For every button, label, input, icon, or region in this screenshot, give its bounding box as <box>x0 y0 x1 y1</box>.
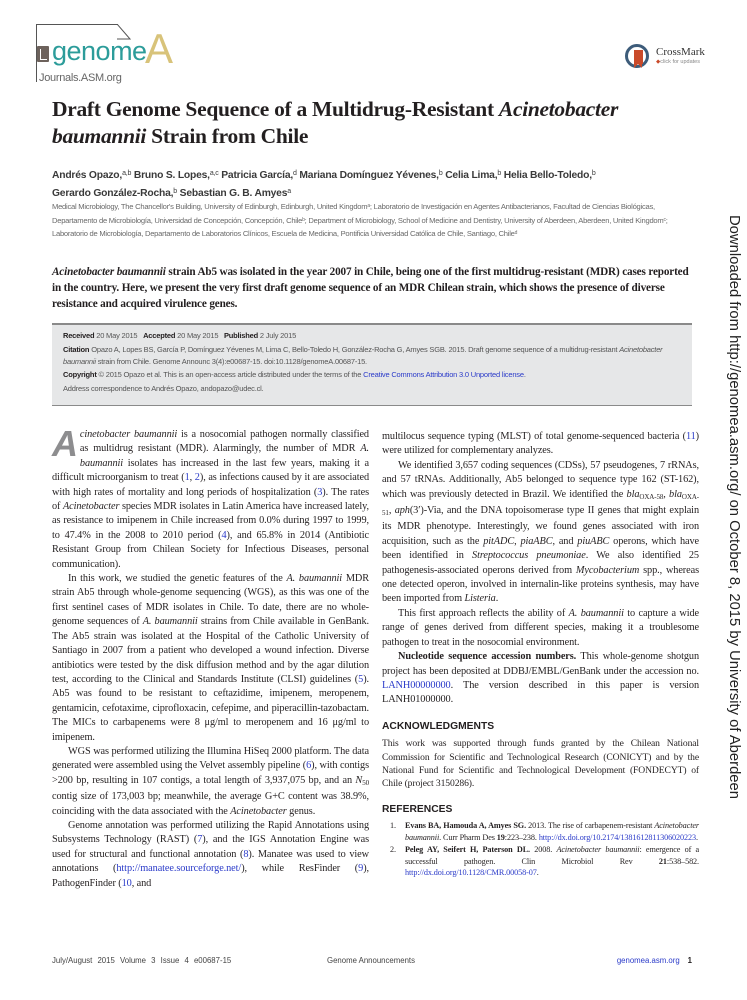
ref-link[interactable]: 1 <box>184 472 190 484</box>
page-number: 1 <box>687 956 692 965</box>
acknowledgments-heading: ACKNOWLEDGMENTS <box>382 720 495 732</box>
ref-link[interactable]: 9 <box>358 863 364 875</box>
paragraph: Nucleotide sequence accession numbers. This whole-genome shotgun project has been deposited at DDBJ/EMBL/GenBank under the accession no. LANH00000000. The version described in this paper is version LANH01000000. <box>382 651 699 706</box>
logo-letter-a: A <box>145 25 174 72</box>
body-column-left <box>52 423 370 891</box>
dates-row: Received 20 May 2015 Accepted 20 May 2015 Published 2 July 2015 <box>63 331 297 340</box>
license-link[interactable]: Creative Commons Attribution 3.0 Unported license <box>363 370 524 379</box>
title-text: Draft Genome Sequence of a Multidrug-Resistant <box>52 97 499 121</box>
paragraph: We identified 3,657 coding sequences (CDSs), 57 pseudogenes, 7 rRNAs, and 57 tRNAs. Additionally, Ab5 belonged to sequence type 162 (ST-162), which was previously detected in Brazil. We identified the bla$_{OXA-58}$, bla$_{OXA-51}$, aph(3′)-Via, and the DNA topoisomerase type II genes that might explain its MDR phenotype. Interestingly, we found genes associated with iron acquisition, such as the pitADC, piaABC, and piuABC operons, which have been identified in Streptococcus pneumoniae. We also identified 25 pathogenesis-associated operons derived from Mycobacterium spp., whereas one detected operon, involved in internalin-like proteins synthesis, may have been imported from Listeria. <box>382 459 700 605</box>
microscope-icon <box>37 46 49 62</box>
logo-wordmark: genome <box>52 36 147 66</box>
paragraph: In this work, we studied the genetic features of the A. baumannii MDR strain Ab5 through whole-genome sequencing (WGS), as this was one of the first sentinel cases of MDR isolates in Chile. To date, there are no whole-genome sequences of A. baumannii strains from Chile available in GenBank. The Ab5 strain was isolated at the Hospital of the Catholic University of Santiago in 2007 from a patient who developed a wound infection. Diverse antibiotics were tested by the disk diffusion method and by the agar dilution test, according to the Clinical and Standards Institute (CLSI) guidelines (5). Ab5 was found to be resistant to ceftazidime, imipenem, meropenem, gentamicin, cefotaxime, ciprofloxacin, cefepime, and piperacillin-tazobactam. The MICs to carbapenems were 8 μg/ml to meropenem and 16 μg/ml to imipenem. <box>52 573 369 743</box>
ref-link[interactable]: 6 <box>306 760 312 772</box>
author: Sebastian G. B. Amyes$^a$ <box>179 187 291 199</box>
logo-subtitle: Journals.ASM.org <box>39 72 122 84</box>
author-list <box>52 166 692 201</box>
journal-name: Genome Announcements <box>327 956 415 965</box>
journal-logo[interactable] <box>33 24 174 84</box>
paragraph: Acinetobacter baumannii is a nosocomial pathogen normally classified as multidrug resistant (MDR). Alarmingly, the number of MDR A. baumannii isolates has increased in the last few years, making it a difficult microorganism to treat (1, 2), as infections caused by it are associated with high rates of mortality and long periods of hospitalization (3). The rates of Acinetobacter species MDR isolates in Latin America have increased lately, as resistance to imipenem in Chile increased from 0.0% during 1997 to 1999, to 47.4% in the 2008 to 2010 period (4), and 65.8% in 2014 (Antibiotic Resistant Group from Chilean Society for Infectious Diseases, personal communication). <box>52 423 369 570</box>
ref-link[interactable]: 10 <box>121 877 132 889</box>
body-column-right <box>382 430 699 879</box>
drop-cap: A <box>52 423 78 464</box>
paragraph-continued: multilocus sequence typing (MLST) of total genome-sequenced bacteria (11) were utilized for complementary analyzes. <box>382 431 699 457</box>
ref-link[interactable]: 5 <box>358 673 364 685</box>
author: Bruno S. Lopes,$^{a,c}$ <box>133 170 219 181</box>
page-footer <box>52 956 692 970</box>
author: Andrés Opazo,$^{a,b}$ <box>52 170 132 181</box>
affiliations: Medical Microbiology, The Chancellor's Building, University of Edinburgh, Edinburgh, United Kingdom$^a$; Laboratorio de Investigación en Agentes Antibacterianos, Facultad de Ciencias Biológicas, Departamento de Microbiología, Universidad de Concepción, Concepción, Chile$^b$; Department of Microbiology, School of Medicine and Dentistry, University of Aberdeen, Aberdeen, United Kingdom$^c$; Laboratorio de Microbiología, Departamento de Laboratorios Clínicos, Escuela de Medicina, Pontificia Universidad Católica de Chile, Santiago, Chile$^d$ <box>52 202 668 238</box>
issue-info: July/August 2015 Volume 3 Issue 4 e00687-15 <box>52 956 232 965</box>
author: Celia Lima,$^b$ <box>445 170 502 181</box>
crossmark-button[interactable] <box>625 44 715 74</box>
ref-link[interactable]: 7 <box>197 834 203 846</box>
footer-right <box>617 956 692 965</box>
article-title <box>52 96 662 150</box>
title-species: baumannii <box>52 124 147 148</box>
accession-heading: Nucleotide sequence accession numbers. <box>398 651 577 663</box>
author: Gerardo González-Rocha,$^b$ <box>52 187 177 199</box>
crossmark-subtitle: ◆ click for updates <box>656 59 700 65</box>
paragraph: WGS was performed utilizing the Illumina HiSeq 2000 platform. The data generated were assembled using the Velvet assembly pipeline (6), with contigs >200 bp, resulting in 107 contigs, a total length of 3,937,075 bp, and an $N_{50}$ contig size of 173,003 bp; meanwhile, the average G+C content was 38.9%, coinciding with the data associated with the Acinetobacter genus. <box>52 745 370 817</box>
author: Mariana Domínguez Yévenes,$^b$ <box>299 170 443 181</box>
journal-site-link[interactable]: genomea.asm.org <box>616 956 680 965</box>
title-end: Strain from Chile <box>146 124 309 148</box>
ref-link[interactable]: 8 <box>243 848 249 860</box>
crossmark-title: CrossMark <box>656 46 705 58</box>
author: Helia Bello-Toledo,$^b$ <box>503 170 596 181</box>
download-watermark: Downloaded from http://genomea.asm.org/ on October 8, 2015 by University of Aberdeen <box>726 215 742 799</box>
title-genus: Acinetobacter <box>498 97 619 121</box>
doi-link[interactable]: http://dx.doi.org/10.2174/138161281130602022​3 <box>538 832 697 842</box>
manatee-url-link[interactable]: http://manatee.sourceforge.net/ <box>116 863 242 875</box>
doi-link[interactable]: http://dx.doi.org/10.1128/CMR.00058-07 <box>405 868 537 878</box>
copyright: Copyright © 2015 Opazo et al. This is an open-access article distributed under the terms of the Creative Commons Attribution 3.0 Unported license. <box>63 370 526 379</box>
abstract: Acinetobacter baumannii strain Ab5 was isolated in the year 2007 in Chile, being one of the first multidrug-resistant (MDR) cases reported in the country. Here, we present the very first draft genome sequence of an MDR Chilean strain, which shows the presence of diverse resistance and acquired virulence genes. <box>52 266 689 310</box>
acknowledgments-text: This work was supported through funds granted by the Chilean National Commission for Scientific and Technological Research (CONICYT) and by the National Fund for Scientific and Technological Development (FONDECYT) of Chile (project 3150286). <box>382 738 699 790</box>
ref-link[interactable]: 2 <box>194 472 200 484</box>
ref-link[interactable]: 3 <box>317 486 323 498</box>
reference-item: 1. Evans BA, Hamouda A, Amyes SG. 2013. The rise of carbapenem-resistant Acinetobacter baumannii. Curr Pharm Des 19:223–238. http://dx.doi.org/10.2174/138161281130602022​3. <box>390 821 699 842</box>
author: Patricia García,$^d$ <box>221 170 297 181</box>
paragraph: This first approach reflects the ability of A. baumannii to capture a wide range of genes derived from different species, making it a troublesome pathogen to treat in the nosocomial environment. <box>382 607 699 648</box>
reference-item: 2. Peleg AY, Seifert H, Paterson DL. 2008. Acinetobacter baumannii: emergence of a successful pathogen. Clin Microbiol Rev 21:538–582. http://dx.doi.org/10.1128/CMR.00058-07. <box>390 844 699 878</box>
correspondence: Address correspondence to Andrés Opazo, andopazo@udec.cl. <box>63 383 264 393</box>
accession-link[interactable]: LANH00000000 <box>382 679 451 691</box>
paragraph: Genome annotation was performed utilizing the Rapid Annotations using Subsystems Technology (RAST) (7), and the IGS Annotation Engine was used for structural and functional annotation (8). Manatee was used to view annotations (http://manatee.sourceforge.net/), while ResFinder (9), PathogenFinder (10, and <box>52 819 369 889</box>
crossmark-icon <box>625 44 649 68</box>
ref-link[interactable]: 11 <box>685 431 696 442</box>
references-heading: REFERENCES <box>382 803 453 815</box>
reference-list <box>382 820 699 879</box>
citation: Citation Opazo A, Lopes BS, García P, Domínguez Yévenes M, Lima C, Bello-Toledo H, González-Rocha G, Amyes SGB. 2015. Draft genome sequence of a multidrug-resistant Acinetobacter baumannii strain from Chile. Genome Announc 3(4):e00687-15. doi:10.1128/genomeA.00687-15. <box>63 344 663 366</box>
ref-link[interactable]: 4 <box>221 529 227 541</box>
article-info-box <box>52 323 692 406</box>
